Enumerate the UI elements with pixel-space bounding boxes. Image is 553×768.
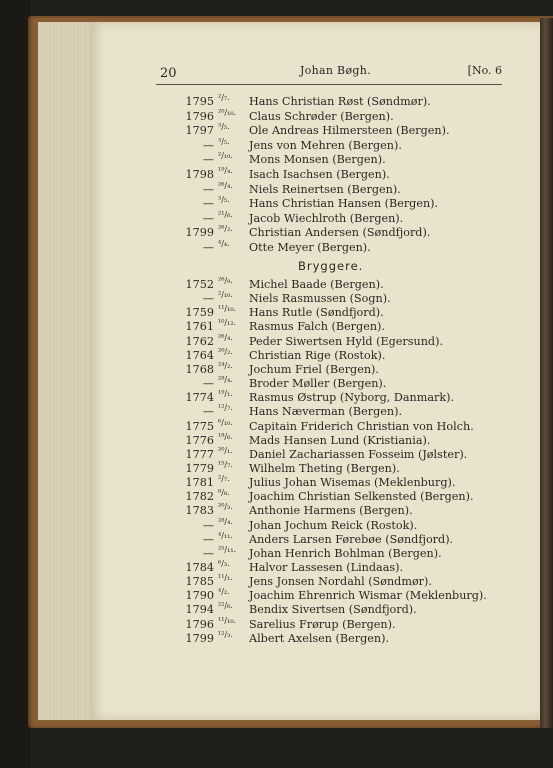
entry-year: 1785 xyxy=(185,575,214,589)
entry-date: ²²/₆. xyxy=(218,601,233,611)
entry-date: ³/₅. xyxy=(218,136,230,146)
entry-name: Michel Baade (Bergen). xyxy=(249,278,384,291)
entry-year: 1768 xyxy=(185,362,214,376)
entry-year: — xyxy=(202,211,214,225)
entry-year: — xyxy=(202,182,214,196)
entry-name: Christian Rige (Rostok). xyxy=(249,348,386,362)
entry-name: Capitain Friderich Christian von Holch. xyxy=(249,419,474,433)
entry-date: ²⁶/₉. xyxy=(218,276,233,285)
entry-date: ⁶/₁₀. xyxy=(218,417,233,427)
page-edges xyxy=(38,22,91,720)
entry-date: ²⁴/₂. xyxy=(218,360,233,370)
entry-year: 1797 xyxy=(185,124,214,138)
entry-date: ¹⁰/₁₂. xyxy=(218,318,237,328)
entry-date: ¹⁹/₁. xyxy=(218,389,233,399)
entry-year: 1761 xyxy=(185,320,214,334)
entry-name: Joachim Ehrenrich Wismar (Meklenburg). xyxy=(249,589,487,603)
entry-year: 1799 xyxy=(185,226,214,240)
entry-year: 1779 xyxy=(185,461,214,475)
entry-name: Hans Christian Hansen (Bergen). xyxy=(249,197,439,211)
entry-date: ²⁶/₂. xyxy=(218,224,233,234)
entry-name: Anders Larsen Førebøe (Søndfjord). xyxy=(249,532,454,546)
entry-date: ²¹/₆. xyxy=(218,209,233,219)
entry-name: Broder Møller (Bergen). xyxy=(249,377,387,391)
entry-year: — xyxy=(202,518,214,532)
entry-name: Jens Jonsen Nordahl (Søndmør). xyxy=(249,575,432,589)
entry-year: — xyxy=(202,377,214,391)
entry-year: — xyxy=(202,405,214,419)
entry-date: ²/₁₀. xyxy=(218,151,233,161)
running-title: Johan Bøgh. xyxy=(300,64,371,77)
entry-year: 1790 xyxy=(185,589,214,603)
entry-year: 1798 xyxy=(185,168,214,181)
entry-name: Ole Andreas Hilmersteen (Bergen). xyxy=(249,124,450,138)
entry-date: ⁸/₈. xyxy=(218,488,230,498)
entry-date: ³/₅. xyxy=(218,122,230,132)
entry-name: Niels Reinertsen (Bergen). xyxy=(249,182,401,196)
entry-date: ¹²/₇. xyxy=(218,403,233,413)
entry-year: 1794 xyxy=(185,603,214,617)
entry-name: Jochum Friel (Bergen). xyxy=(249,362,379,376)
section-heading: Bryggere. xyxy=(298,259,364,273)
entry-name: Halvor Lassesen (Lindaas). xyxy=(249,561,404,574)
entry-name: Daniel Zachariassen Fosseim (Jølster). xyxy=(249,447,468,461)
entry-date: ²⁰/₂. xyxy=(218,346,233,356)
list-item xyxy=(170,241,510,255)
entry-year: 1777 xyxy=(185,447,214,461)
entry-date: ⁴/₁₁. xyxy=(218,530,233,540)
entry-name: Jens von Mehren (Bergen). xyxy=(249,138,402,152)
entry-year: 1776 xyxy=(185,433,214,447)
entry-name: Sarelius Frørup (Bergen). xyxy=(249,617,396,631)
entry-year: 1799 xyxy=(185,631,214,645)
entry-year: 1782 xyxy=(185,490,214,504)
entry-name: Hans Næverman (Bergen). xyxy=(249,405,403,419)
entry-date: ²/₇. xyxy=(218,474,230,484)
entry-year: — xyxy=(202,546,214,560)
entry-name: Otte Meyer (Bergen). xyxy=(249,241,371,254)
background-desk xyxy=(0,0,30,768)
entry-date: ²⁶/₄. xyxy=(218,332,233,342)
entry-name: Rasmus Falch (Bergen). xyxy=(249,320,385,334)
entry-date: ²/₁₀. xyxy=(218,290,233,300)
entry-year: 1775 xyxy=(185,419,214,433)
entry-date: ¹¹/₁. xyxy=(218,573,233,583)
entry-date: ¹⁵/₇. xyxy=(218,459,233,469)
running-head xyxy=(160,62,502,82)
header-rule xyxy=(156,84,502,85)
section-number: [No. 6 xyxy=(467,64,502,77)
entry-date: ²⁰/₁. xyxy=(218,445,233,455)
entry-name: Anthonie Harmens (Bergen). xyxy=(249,504,413,518)
entry-name: Isach Isachsen (Bergen). xyxy=(249,168,390,181)
entry-date: ²⁸/₄. xyxy=(218,516,233,526)
entry-name: Peder Siwertsen Hyld (Egersund). xyxy=(249,334,444,348)
entry-year: — xyxy=(202,241,214,254)
entry-year: 1783 xyxy=(185,504,214,518)
entry-name: Albert Axelsen (Bergen). xyxy=(249,631,390,645)
entry-date: ¹¹/₁₀. xyxy=(218,615,237,625)
entry-name: Niels Rasmussen (Sogn). xyxy=(249,292,391,306)
entry-year: 1796 xyxy=(185,109,214,123)
entry-year: — xyxy=(202,292,214,306)
entry-year: 1795 xyxy=(185,95,214,108)
entry-date: ³/₅. xyxy=(218,195,230,205)
entry-name: Mads Hansen Lund (Kristiania). xyxy=(249,433,431,447)
entry-name: Johan Henrich Bohlman (Bergen). xyxy=(249,546,442,560)
entry-year: 1762 xyxy=(185,334,214,348)
page-number: 20 xyxy=(160,66,177,81)
entry-date: ¹¹/₁₀. xyxy=(218,304,237,314)
entry-year: 1796 xyxy=(185,617,214,631)
entry-date: ²⁸/₄. xyxy=(218,375,233,385)
entry-year: 1784 xyxy=(185,561,214,574)
entry-date: ¹⁹/₄. xyxy=(218,166,233,175)
entry-year: — xyxy=(202,138,214,152)
entry-name: Hans Rutle (Søndfjord). xyxy=(249,306,384,320)
entry-year: — xyxy=(202,153,214,167)
entry-name: Rasmus Østrup (Nyborg, Danmark). xyxy=(249,391,455,405)
entry-year: 1752 xyxy=(185,278,214,291)
entry-name: Bendix Sivertsen (Søndfjord). xyxy=(249,603,417,617)
entry-date: ¹²/₃. xyxy=(218,629,233,639)
entry-name: Jacob Wiechlroth (Bergen). xyxy=(249,211,404,225)
entry-name: Christian Andersen (Søndfjord). xyxy=(249,226,431,240)
entry-name: Mons Monsen (Bergen). xyxy=(249,153,386,167)
entry-date: ²⁰/₃. xyxy=(218,502,233,512)
entry-date: ⁴/₂. xyxy=(218,587,230,597)
entry-date: ²⁰/₁₀. xyxy=(218,107,237,117)
list-item xyxy=(170,629,510,646)
entry-name: Joachim Christian Selkensted (Bergen). xyxy=(249,490,474,504)
entry-year: 1764 xyxy=(185,348,214,362)
entry-name: Hans Christian Røst (Søndmør). xyxy=(249,95,431,108)
entry-name: Claus Schrøder (Bergen). xyxy=(249,109,394,123)
entry-year: — xyxy=(202,197,214,211)
entry-date: ⁶/₃. xyxy=(218,559,230,568)
entry-name: Johan Jochum Reick (Rostok). xyxy=(249,518,418,532)
entry-date: ²/₇. xyxy=(218,93,230,102)
entry-year: 1774 xyxy=(185,391,214,405)
entry-date: ¹⁸/₆. xyxy=(218,431,233,441)
entry-date: ²⁵/₁₁. xyxy=(218,544,237,554)
entry-date: ⁴/₄. xyxy=(218,239,230,248)
entry-name: Julius Johan Wisemas (Meklenburg). xyxy=(249,476,456,490)
entry-year: — xyxy=(202,532,214,546)
entry-year: 1759 xyxy=(185,306,214,320)
book-gutter xyxy=(540,18,553,728)
entry-name: Wilhelm Theting (Bergen). xyxy=(249,461,400,475)
entry-date: ²⁶/₄. xyxy=(218,180,233,190)
entry-year: 1781 xyxy=(185,476,214,490)
